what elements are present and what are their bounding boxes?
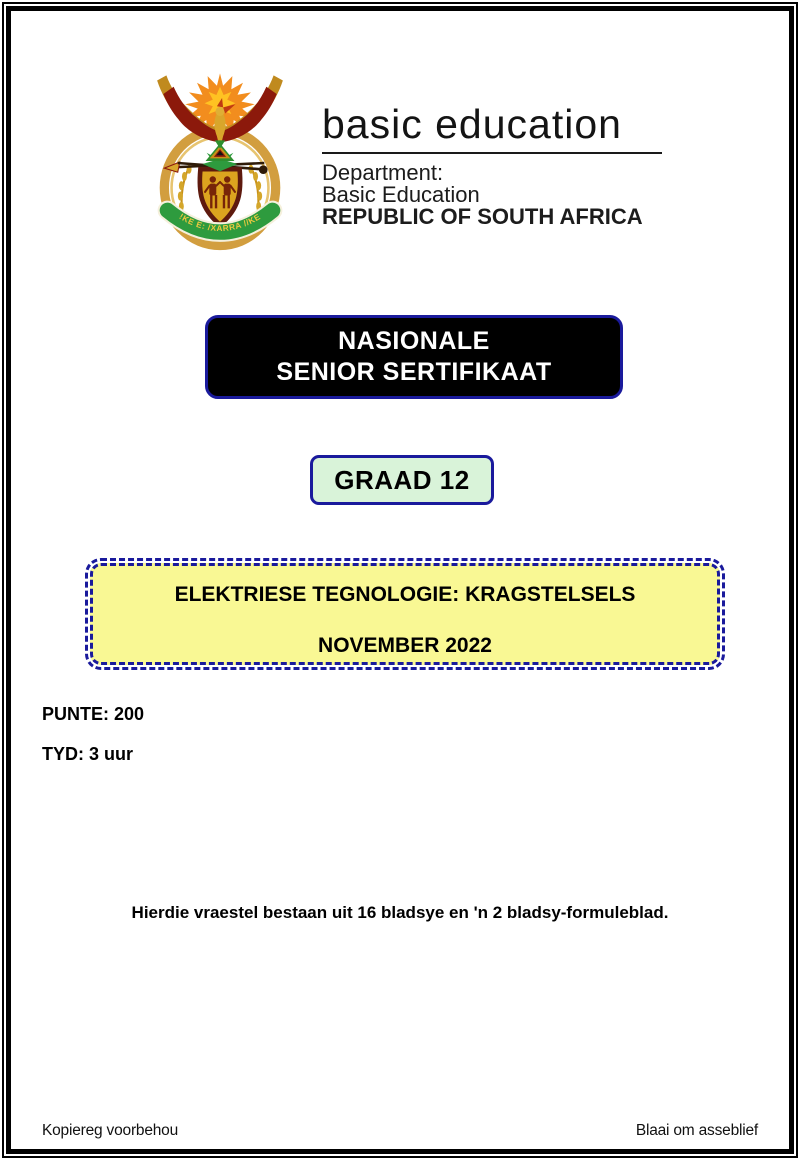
department-logo-block [322, 101, 682, 229]
subject-box [85, 558, 725, 670]
copyright-note: Kopiereg voorbehou [42, 1122, 179, 1139]
grade-label: GRAAD 12 [334, 464, 470, 495]
subject-box-inner [90, 563, 720, 665]
motto-text: !KE E: /XARRA //KE [177, 212, 263, 234]
dept-line-2: Basic Education [322, 182, 480, 207]
time-label: TYD: 3 uur [42, 744, 134, 764]
logo-title: basic education [322, 101, 622, 147]
subject-title: ELEKTRIESE TEGNOLOGIE: KRAGSTELSELS [174, 583, 636, 606]
national-certificate-banner [205, 315, 623, 399]
dept-line-1: Department: [322, 160, 444, 185]
page-count-note: Hierdie vraestel bestaan uit 16 bladsye en 'n 2 bladsy-formuleblad. [131, 903, 669, 922]
turn-over-note: Blaai om asseblief [635, 1122, 758, 1139]
coat-of-arms [153, 70, 287, 256]
nsc-line-1: NASIONALE [338, 327, 490, 355]
footer [0, 1122, 800, 1140]
logo-divider [322, 152, 662, 154]
marks-label: PUNTE: 200 [42, 704, 145, 724]
shield-icon [200, 169, 240, 225]
exam-session: NOVEMBER 2022 [318, 634, 492, 657]
nsc-line-2: SENIOR SERTIFIKAAT [276, 358, 552, 386]
dept-line-3: REPUBLIC OF SOUTH AFRICA [322, 204, 643, 229]
grade-box [310, 455, 494, 505]
